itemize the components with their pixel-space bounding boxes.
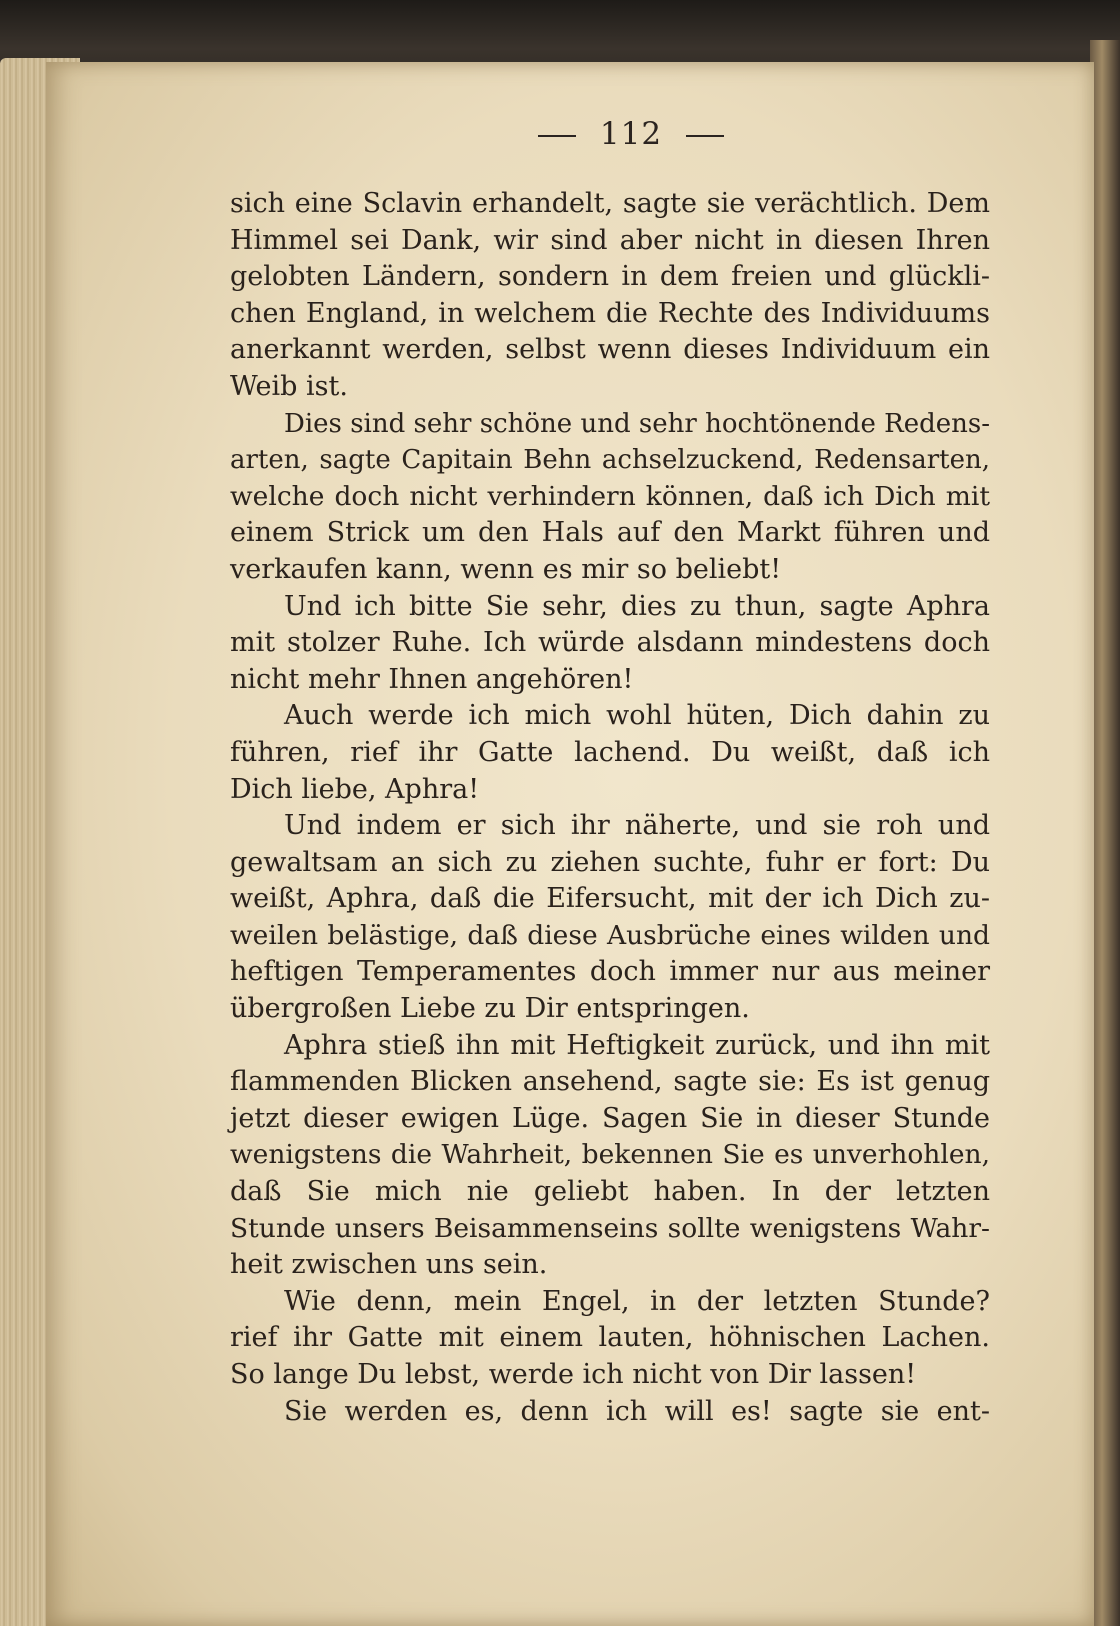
text-line: Himmel sei Dank, wir sind aber nicht in diesen Ihren	[230, 224, 990, 256]
text-line: wenigstens die Wahrheit, bekennen Sie es unverhohlen,	[230, 1139, 990, 1171]
text-line: einem Strick um den Hals auf den Markt führen und	[230, 517, 990, 549]
text-line: Stunde unsers Beisammenseins sollte wenigstens Wahr-	[230, 1212, 990, 1244]
body-text	[230, 186, 990, 1430]
text-line: mit stolzer Ruhe. Ich würde alsdann mindestens doch	[230, 627, 990, 659]
text-line: jetzt dieser ewigen Lüge. Sagen Sie in dieser Stunde	[230, 1102, 990, 1134]
text-line: gelobten Ländern, sondern in dem freien und glückli-	[230, 261, 990, 293]
text-line: weilen belästige, daß diese Ausbrüche eines wilden und	[230, 919, 990, 951]
text-line: anerkannt werden, selbst wenn dieses Individuum ein	[230, 334, 990, 366]
dash-right	[686, 135, 724, 137]
text-line: Dies sind sehr schöne und sehr hochtönende Redens-	[284, 408, 990, 439]
text-line: Auch werde ich mich wohl hüten, Dich dahin zu	[284, 700, 990, 732]
text-line: welche doch nicht verhindern können, daß ich Dich mit	[230, 480, 990, 512]
text-line: flammenden Blicken ansehend, sagte sie: Es ist genug	[230, 1066, 990, 1098]
text-line: führen, rief ihr Gatte lachend. Du weißt, daß ich	[230, 736, 990, 768]
text-line: Weib ist.	[230, 370, 348, 402]
text-line: So lange Du lebst, werde ich nicht von Dir lassen!	[230, 1359, 917, 1390]
text-line: heit zwischen uns sein.	[230, 1249, 548, 1281]
text-line: Aphra stieß ihn mit Heftigkeit zurück, und ihn mit	[284, 1029, 990, 1061]
text-line: Und indem er sich ihr näherte, und sie roh und	[284, 810, 990, 842]
text-line: daß Sie mich nie geliebt haben. In der letzten	[230, 1176, 990, 1208]
text-line: gewaltsam an sich zu ziehen suchte, fuhr er fort: Du	[230, 846, 990, 878]
text-line: nicht mehr Ihnen angehören!	[230, 663, 634, 695]
text-line: Und ich bitte Sie sehr, dies zu thun, sagte Aphra	[284, 590, 990, 622]
text-line: Wie denn, mein Engel, in der letzten Stunde?	[284, 1285, 990, 1317]
text-line: sich eine Sclavin erhandelt, sagte sie verächtlich. Dem	[230, 188, 990, 219]
text-line: Dich liebe, Aphra!	[230, 773, 480, 805]
text-line: rief ihr Gatte mit einem lauten, höhnischen Lachen.	[230, 1322, 990, 1354]
book-cover-edge	[1090, 40, 1120, 1626]
page-number: 112	[599, 116, 663, 152]
text-line: übergroßen Liebe zu Dir entspringen.	[230, 993, 750, 1025]
text-line: weißt, Aphra, daß die Eifersucht, mit der ich Dich zu-	[230, 883, 990, 915]
text-line: heftigen Temperamentes doch immer nur aus meiner	[230, 956, 990, 988]
text-line: chen England, in welchem die Rechte des Individuums	[230, 297, 990, 329]
text-line: Sie werden es, denn ich will es! sagte sie ent-	[284, 1395, 990, 1427]
text-line: verkaufen kann, wenn es mir so beliebt!	[230, 553, 782, 585]
page-number-header	[0, 116, 1120, 152]
dash-left	[538, 135, 576, 137]
text-line: arten, sagte Capitain Behn achselzuckend, Redensarten,	[230, 445, 990, 476]
